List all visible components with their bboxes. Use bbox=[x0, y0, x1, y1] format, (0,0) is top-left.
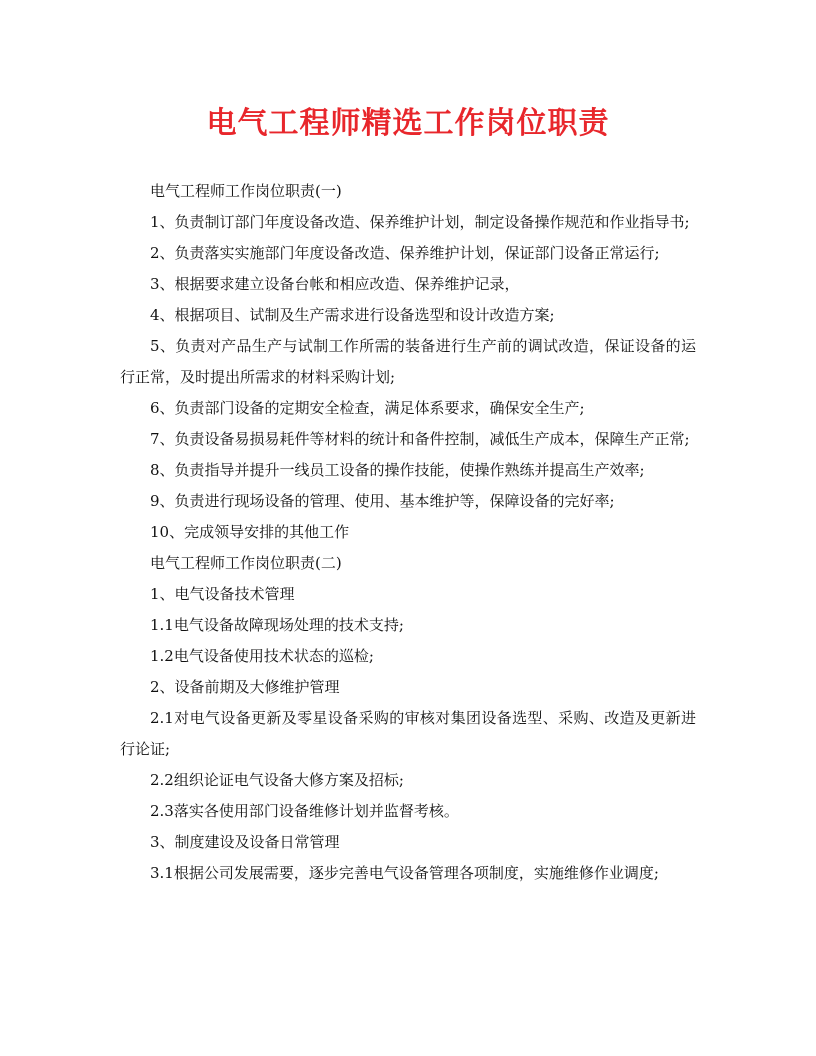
paragraph: 7、负责设备易损易耗件等材料的统计和备件控制，减低生产成本，保障生产正常; bbox=[150, 430, 690, 448]
paragraph: 5、负责对产品生产与试制工作所需的装备进行生产前的调试改造，保证设备的运行正常，及时提出所需求的材料采购计划; bbox=[120, 337, 696, 386]
paragraph: 3、根据要求建立设备台帐和相应改造、保养维护记录， bbox=[150, 275, 520, 293]
paragraph: 4、根据项目、试制及生产需求进行设备选型和设计改造方案; bbox=[150, 306, 555, 324]
document-body bbox=[120, 176, 696, 889]
paragraph: 2.3落实各使用部门设备维修计划并监督考核。 bbox=[150, 802, 459, 820]
paragraph: 2、负责落实实施部门年度设备改造、保养维护计划，保证部门设备正常运行; bbox=[150, 244, 660, 262]
paragraph: 1.1电气设备故障现场处理的技术支持; bbox=[150, 616, 404, 634]
section-heading: 电气工程师工作岗位职责(二) bbox=[150, 554, 342, 572]
paragraph: 2.1对电气设备更新及零星设备采购的审核对集团设备选型、采购、改造及更新进行论证; bbox=[120, 709, 696, 758]
paragraph: 2、设备前期及大修维护管理 bbox=[150, 678, 340, 696]
paragraph: 1、负责制订部门年度设备改造、保养维护计划，制定设备操作规范和作业指导书; bbox=[150, 213, 690, 231]
paragraph: 8、负责指导并提升一线员工设备的操作技能，使操作熟练并提高生产效率; bbox=[150, 461, 645, 479]
paragraph: 10、完成领导安排的其他工作 bbox=[150, 523, 350, 541]
paragraph: 6、负责部门设备的定期安全检查，满足体系要求，确保安全生产; bbox=[150, 399, 585, 417]
paragraph: 电气工程师工作岗位职责(一) bbox=[150, 182, 342, 200]
paragraph: 1.2电气设备使用技术状态的巡检; bbox=[150, 647, 374, 665]
paragraph: 1、电气设备技术管理 bbox=[150, 585, 295, 603]
document-title: 电气工程师精选工作岗位职责 bbox=[206, 106, 610, 141]
paragraph: 3、制度建设及设备日常管理 bbox=[150, 833, 340, 851]
paragraph: 9、负责进行现场设备的管理、使用、基本维护等，保障设备的完好率; bbox=[150, 492, 615, 510]
paragraph: 2.2组织论证电气设备大修方案及招标; bbox=[150, 771, 404, 789]
paragraph: 3.1根据公司发展需要，逐步完善电气设备管理各项制度，实施维修作业调度; bbox=[150, 864, 659, 882]
